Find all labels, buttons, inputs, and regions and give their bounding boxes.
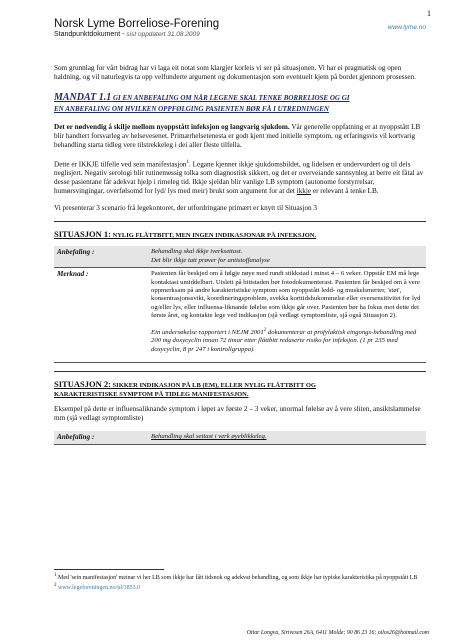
author-address: Ottar Longva, Sirivesen 26A, 6411 Molde; 90 86 23 16; otlos26@hotmail.com <box>246 630 429 636</box>
paragraph-scenarios: Vi presenterar 3 scenario frå legekontoret, der utfordringane primært er knytt til Situasjon 3 <box>54 204 318 213</box>
situation-1-heading: SITUASJON 1: NYLIG FLÅTTBITT, MEN INGEN INDIKASJONAR PÅ INFEKSJON. <box>54 221 426 240</box>
remark-label: Merknad : <box>54 268 148 363</box>
footnotes <box>54 569 426 593</box>
situation-2-table <box>54 431 426 444</box>
paragraph-example: Eksempel på dette er influensaliknande symptom i løpet av første 2 – 3 veker, unormal følelse av å vere sliten, ansiktslammelse mm (sjå vedlagt symptomliste) <box>54 405 421 423</box>
recommendation-text-2: Behandling skal settast i verk øyeblikkeleg. <box>148 431 426 444</box>
document-body <box>54 64 426 453</box>
page-number: 1 <box>427 9 431 18</box>
paragraph-late-manifestation: Dette er IKKJE tilfelle ved sein manifestasjon$^1$. Legane kjenner ikkje sjukdomsbildet, og lidelsen er undervurdert og til dels neglisjert. Negativ serologi blir rutinemessig tolka som diagnostisk sikkert, og det er overveiande sannsynleg at berre eit fåtal av desse pasientane får adekvat hjelp i rimeleg tid. Ikkje sjeldan blir vanlige LB symptom (autonome forstyrrelsar, humørsvingingar, overfølsomd for lyd/ lys med meir) brukt som argument for at det ikkje er relevant å tenke LB. <box>54 160 424 196</box>
organization-name: Norsk Lyme Borreliose-Forening <box>54 18 220 30</box>
remark-text: Pasienten får beskjed om å følgje nøye med rundt stikkstad i minst 4 – 6 veker. Oppstår EM må lege kontaktast umiddelbart. Utslett på bittstaden bør fotodokumenterast. Pasienten får beskjed om å vere oppmerksam på andre karakteristiske symptom som nyoppstått ledd- og muskelsmerter, 'støt', konsentrasjonssvikt, koordineringsproblem, svekka korttidshukommelse eller oversensitivitet for lyd og/eller lys, eller influensa-liknande følelse som ikkje går over. Pasienten bør ha fokus mot dette det første året, og kontakte lege ved indikasjon (sjå vedlagt symptomliste, sjå også Situasjon 2). Ein undersøkelse rapportert i NEJM 2001$^2$ dokumenterar at profylaktisk eingongs-behandling med 200 mg doxycyclin innan 72 timar etter flåttbitt reduserte risiko for infeksjon. (1 pr 235 med doxycyclin, 8 pr 247 i kontrollgruppa). <box>148 268 426 363</box>
document-subtitle: Standpunktdokument - sist oppdatert 31.08.2009 <box>54 31 200 38</box>
remark-row <box>54 268 426 363</box>
recommendation-text: Behandling skal ikkje iverksettast. Det blir ikkje tatt prøver for antistoffanalyse <box>148 246 426 267</box>
recommendation-label: Anbefaling : <box>54 246 148 267</box>
situation-1-table <box>54 246 426 363</box>
footnote-2: $^2$ www.legeforeningen.no/id/3853.0 <box>54 583 141 592</box>
recommendation-row <box>54 246 426 267</box>
intro-paragraph: Som grunnlag for vårt bidrag har vi laga eit notat som klargjer korleis vi ser på situasjonen. Vi har ei pragmatisk og open haldning, og vil naturlegvis ta opp velfunderte argument og dokumentasjon som eventuelt kjem på bordet gjennom prosessen. <box>54 64 416 81</box>
footnote-ref-1[interactable]: 1 <box>186 160 190 165</box>
footnote-link[interactable]: www.legeforeningen.no/id/3853.0 <box>56 585 141 592</box>
footnote-divider <box>54 569 164 570</box>
paragraph-infection: Det er nødvendig å skilje mellom nyoppstått infeksjon og langvarig sjukdom. Vår generelle oppfatning er at nyoppstått LB blir handtert forsvarleg av helsevesenet. Primærhelsetenesta er godt kjent med initielle symptom, og erfaringsvis vil kortvarig behandling starta tidleg vere tilstrekkeleg i dei aller fleste tilfella. <box>54 123 421 149</box>
recommendation-label-2: Anbefaling : <box>54 431 148 444</box>
mandat-heading: MANDAT 1.1 GI EN ANBEFALING OM NÅR LEGENE SKAL TENKE BORRELIOSE OG GI EN ANBEFALING OM HVILKEN OPPFØLGING PASIENTEN BØR FÅ I UTREDNINGEN <box>54 92 350 113</box>
footnote-ref-2[interactable]: 2 <box>263 327 267 333</box>
recommendation-row-2 <box>54 431 426 444</box>
footnote-1: $^1$ Med 'sein manifestasjon' meinar vi her LB som ikkje har fått tidsnok og adekvat behandling, og som ikkje har typiske karakteristika på nyoppstått LB <box>54 573 418 581</box>
page-header <box>54 18 426 38</box>
website-link[interactable]: www.lyme.no <box>387 24 426 31</box>
situation-2-heading: SITUASJON 2: SIKKER INDIKASJON PÅ LB (EM), ELLER NYLIG FLÅTTBITT OG KARAKTERISTISKE SYMPTOM PÅ TIDLEG MANIFESTASJON. <box>54 371 426 399</box>
